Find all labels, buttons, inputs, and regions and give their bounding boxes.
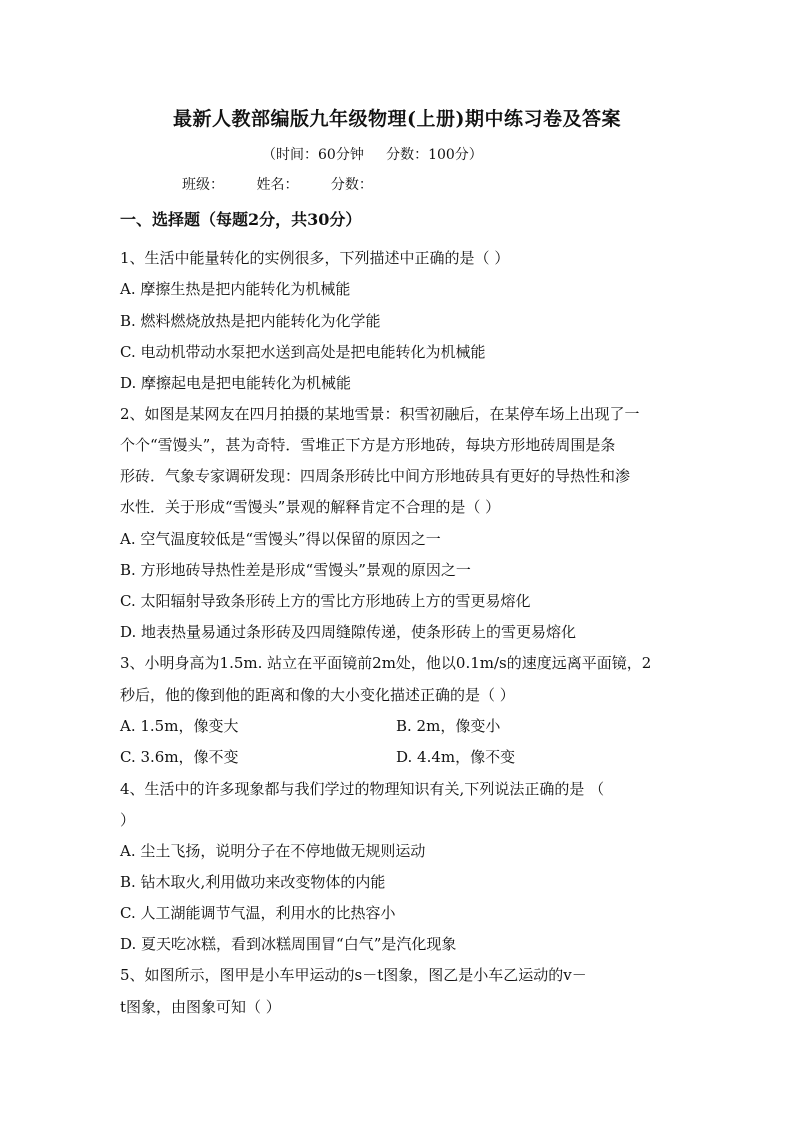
q3-option-d: D. 4.4m，像不变 — [396, 748, 516, 766]
q1-option-a: A. 摩擦生热是把内能转化为机械能 — [120, 280, 351, 298]
q2-option-a: A. 空气温度较低是“雪馒头”得以保留的原因之一 — [120, 530, 441, 548]
q3-stem-line2: 秒后，他的像到他的距离和像的大小变化描述正确的是（ ） — [120, 686, 515, 704]
q1-option-c: C. 电动机带动水泵把水送到高处是把电能转化为机械能 — [120, 343, 486, 361]
q4-option-c: C. 人工湖能调节气温，利用水的比热容小 — [120, 904, 396, 922]
q2-stem-line2: 个个“雪馒头”，甚为奇特．雪堆正下方是方形地砖，每块方形地砖周围是条 — [120, 436, 616, 454]
q2-option-c: C. 太阳辐射导致条形砖上方的雪比方形地砖上方的雪更易熔化 — [120, 592, 531, 610]
q2-option-d: D. 地表热量易通过条形砖及四周缝隙传递，使条形砖上的雪更易熔化 — [120, 623, 577, 641]
q2-stem-line4: 水性．关于形成“雪馒头”景观的解释肯定不合理的是（ ） — [120, 498, 501, 516]
q2-option-b: B. 方形地砖导热性差是形成“雪馒头”景观的原因之一 — [120, 561, 471, 579]
exam-time-score: （时间：60分钟 分数：100分） — [262, 147, 483, 163]
q1-option-b: B. 燃料燃烧放热是把内能转化为化学能 — [120, 312, 381, 330]
q4-stem-line1: 4、生活中的许多现象都与我们学过的物理知识有关,下列说法正确的是 （ — [120, 780, 605, 798]
class-field-label: 班级： — [182, 177, 224, 193]
q3-option-a: A. 1.5m，像变大 — [120, 717, 239, 735]
score-field-label: 分数： — [330, 177, 373, 193]
q4-option-b: B. 钻木取火,利用做功来改变物体的内能 — [120, 873, 386, 891]
q5-stem-line2: t图象，由图象可知（ ） — [120, 998, 281, 1016]
q5-stem-line1: 5、如图所示，图甲是小车甲运动的s－t图象，图乙是小车乙运动的v－ — [120, 966, 587, 984]
q4-stem-line2: ） — [120, 811, 136, 829]
q2-stem-line3: 形砖．气象专家调研发现：四周条形砖比中间方形地砖具有更好的导热性和渗 — [120, 467, 631, 485]
q3-option-b: B. 2m，像变小 — [396, 717, 501, 735]
q1-option-d: D. 摩擦起电是把电能转化为机械能 — [120, 374, 352, 392]
q2-stem-line1: 2、如图是某网友在四月拍摄的某地雪景：积雪初融后，在某停车场上出现了一 — [120, 405, 640, 423]
exam-title: 最新人教部编版九年级物理(上册)期中练习卷及答案 — [173, 108, 621, 130]
q4-option-a: A. 尘土飞扬，说明分子在不停地做无规则运动 — [120, 842, 426, 860]
q1-stem: 1、生活中能量转化的实例很多，下列描述中正确的是（ ） — [120, 249, 510, 267]
q3-stem-line1: 3、小明身高为1.5m. 站立在平面镜前2m处，他以0.1m/s的速度远离平面镜，2 — [120, 654, 652, 672]
q4-option-d: D. 夏天吃冰糕，看到冰糕周围冒“白气”是汽化现象 — [120, 935, 457, 953]
student-info-fields — [182, 174, 401, 194]
name-field-label: 姓名： — [256, 177, 299, 193]
section-heading-choice: 一、选择题（每题2分，共30分） — [120, 210, 362, 229]
q3-option-c: C. 3.6m，像不变 — [120, 748, 239, 766]
